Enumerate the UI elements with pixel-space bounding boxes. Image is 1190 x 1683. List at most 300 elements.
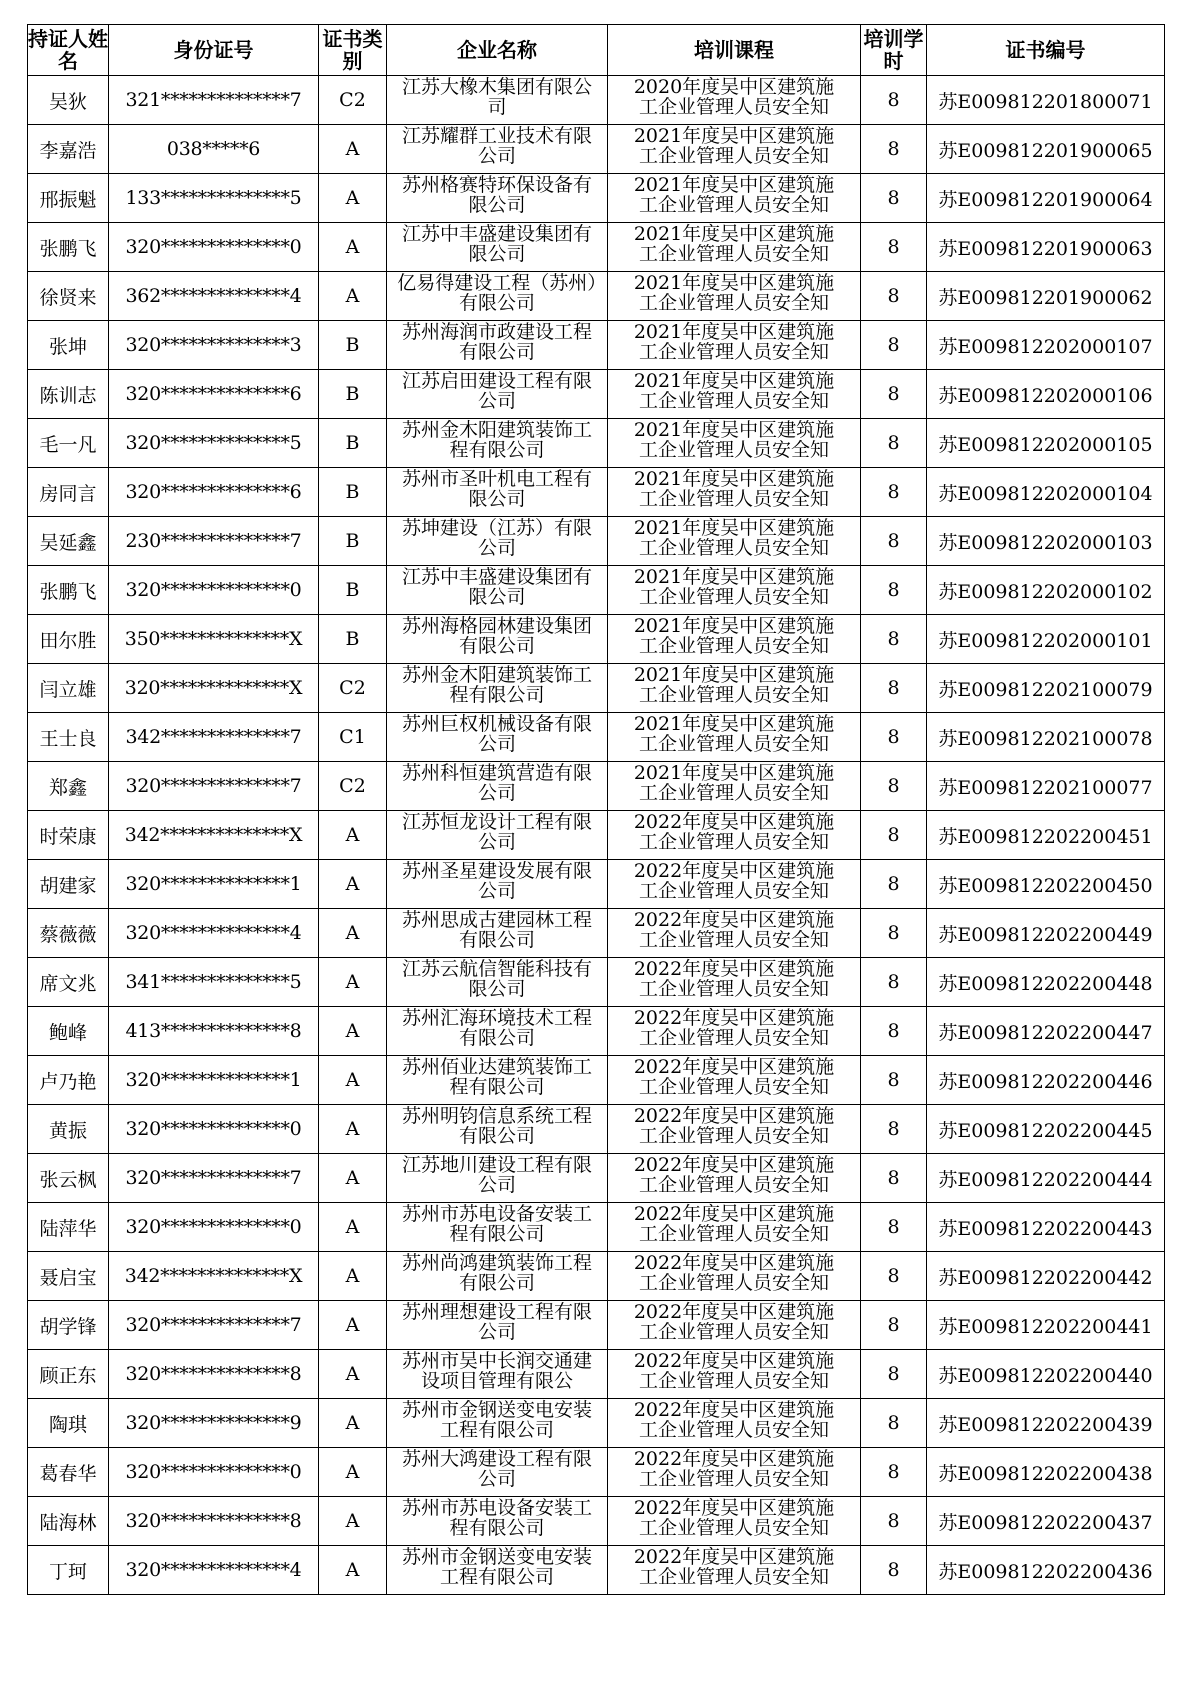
course-text: 2021年度吴中区建筑施工企业管理人员安全知 <box>633 713 835 755</box>
hours-cell <box>861 1252 927 1301</box>
hours-cell <box>861 223 927 272</box>
cert-no-cell <box>927 860 1165 909</box>
holder-name-cell <box>28 1203 109 1252</box>
company-text: 苏州市吴中长润交通建设项目管理有限公 <box>401 1350 592 1392</box>
company-cell <box>387 664 608 713</box>
course-cell <box>608 272 861 321</box>
cert-type-text: A <box>345 1167 360 1189</box>
cert-type-text: B <box>345 432 360 454</box>
id-number-cell <box>109 1301 319 1350</box>
table-row <box>28 566 1165 615</box>
header-cert-type <box>319 25 387 76</box>
holder-name-cell <box>28 1350 109 1399</box>
cert-type-text: A <box>345 1510 360 1532</box>
id-number-cell <box>109 713 319 762</box>
cert-type-text: C2 <box>339 677 366 699</box>
holder-name-text: 张鹏飞 <box>39 580 97 603</box>
hours-text: 8 <box>887 1314 900 1336</box>
course-text: 2022年度吴中区建筑施工企业管理人员安全知 <box>633 1546 835 1588</box>
course-cell <box>608 1497 861 1546</box>
cert-no-cell <box>927 321 1165 370</box>
cert-type-text: C1 <box>339 726 366 748</box>
holder-name-cell <box>28 370 109 419</box>
id-number-cell <box>109 1252 319 1301</box>
hours-text: 8 <box>887 1118 900 1140</box>
course-cell <box>608 1399 861 1448</box>
cert-no-cell <box>927 517 1165 566</box>
header-name <box>28 25 109 76</box>
cert-type-cell <box>319 1007 387 1056</box>
cert-type-text: A <box>345 1069 360 1091</box>
cert-type-text: A <box>345 1265 360 1287</box>
cert-type-cell <box>319 174 387 223</box>
cert-no-cell <box>927 1252 1165 1301</box>
id-number-text: 133**************5 <box>125 187 302 209</box>
course-cell <box>608 1252 861 1301</box>
table-row <box>28 1252 1165 1301</box>
table-row <box>28 76 1165 125</box>
cert-no-cell <box>927 615 1165 664</box>
id-number-text: 320**************7 <box>125 1167 302 1189</box>
hours-cell <box>861 811 927 860</box>
hours-text: 8 <box>887 1216 900 1238</box>
company-text: 苏州明钧信息系统工程有限公司 <box>401 1105 592 1147</box>
id-number-text: 230**************7 <box>125 530 302 552</box>
cert-no-text: 苏E009812202200436 <box>938 1560 1153 1583</box>
id-number-cell <box>109 1448 319 1497</box>
company-text: 亿易得建设工程（苏州）有限公司 <box>397 272 597 314</box>
course-text: 2022年度吴中区建筑施工企业管理人员安全知 <box>633 1301 835 1343</box>
holder-name-text: 顾正东 <box>39 1364 97 1387</box>
id-number-text: 320**************0 <box>125 1216 302 1238</box>
header-cert-no <box>927 25 1165 76</box>
id-number-cell <box>109 664 319 713</box>
cert-no-text: 苏E009812202100078 <box>938 727 1153 750</box>
id-number-cell <box>109 321 319 370</box>
id-number-text: 320**************8 <box>125 1363 302 1385</box>
company-cell <box>387 1105 608 1154</box>
cert-type-text: A <box>345 1559 360 1581</box>
header-id-number-text: 身份证号 <box>173 38 254 62</box>
id-number-cell <box>109 811 319 860</box>
hours-text: 8 <box>887 1265 900 1287</box>
cert-no-cell <box>927 811 1165 860</box>
cert-type-text: A <box>345 873 360 895</box>
holder-name-text: 黄振 <box>48 1119 87 1142</box>
table-row <box>28 664 1165 713</box>
cert-no-text: 苏E009812201900063 <box>938 237 1153 260</box>
hours-text: 8 <box>887 1559 900 1581</box>
company-text: 苏州大鸿建设工程有限公司 <box>401 1448 592 1490</box>
holder-name-cell <box>28 566 109 615</box>
company-cell <box>387 762 608 811</box>
id-number-text: 350**************X <box>124 628 303 650</box>
cert-no-text: 苏E009812201900064 <box>938 188 1153 211</box>
course-text: 2022年度吴中区建筑施工企业管理人员安全知 <box>633 1350 835 1392</box>
cert-type-cell <box>319 76 387 125</box>
cert-type-text: A <box>345 1461 360 1483</box>
company-text: 苏州汇海环境技术工程有限公司 <box>401 1007 592 1049</box>
holder-name-cell <box>28 468 109 517</box>
course-text: 2021年度吴中区建筑施工企业管理人员安全知 <box>633 223 835 265</box>
cert-type-cell <box>319 1546 387 1595</box>
cert-type-cell <box>319 615 387 664</box>
cert-no-text: 苏E009812202000102 <box>938 580 1153 603</box>
table-row <box>28 1203 1165 1252</box>
holder-name-text: 葛春华 <box>39 1462 97 1485</box>
cert-type-text: A <box>345 1216 360 1238</box>
course-text: 2022年度吴中区建筑施工企业管理人员安全知 <box>633 1056 835 1098</box>
holder-name-cell <box>28 909 109 958</box>
id-number-cell <box>109 468 319 517</box>
hours-cell <box>861 860 927 909</box>
course-cell <box>608 566 861 615</box>
id-number-cell <box>109 1154 319 1203</box>
hours-cell <box>861 1399 927 1448</box>
course-cell <box>608 76 861 125</box>
hours-cell <box>861 321 927 370</box>
hours-text: 8 <box>887 1510 900 1532</box>
course-cell <box>608 615 861 664</box>
table-row <box>28 125 1165 174</box>
holder-name-cell <box>28 1448 109 1497</box>
cert-no-cell <box>927 272 1165 321</box>
cert-type-cell <box>319 811 387 860</box>
holder-name-cell <box>28 1056 109 1105</box>
cert-no-text: 苏E009812202000104 <box>938 482 1153 505</box>
course-cell <box>608 125 861 174</box>
holder-name-cell <box>28 1154 109 1203</box>
id-number-text: 320**************8 <box>125 1510 302 1532</box>
company-cell <box>387 1252 608 1301</box>
table-row <box>28 370 1165 419</box>
hours-text: 8 <box>887 1020 900 1042</box>
company-text: 苏州科恒建筑营造有限公司 <box>401 762 592 804</box>
course-cell <box>608 1350 861 1399</box>
holder-name-text: 蔡薇薇 <box>39 923 97 946</box>
hours-text: 8 <box>887 1167 900 1189</box>
cert-type-text: A <box>345 1118 360 1140</box>
id-number-text: 320**************6 <box>125 383 302 405</box>
id-number-text: 320**************6 <box>125 481 302 503</box>
holder-name-cell <box>28 860 109 909</box>
cert-no-text: 苏E009812202200444 <box>938 1168 1153 1191</box>
cert-type-text: B <box>345 628 360 650</box>
company-cell <box>387 1497 608 1546</box>
id-number-cell <box>109 1497 319 1546</box>
table-row <box>28 958 1165 1007</box>
course-cell <box>608 1154 861 1203</box>
table-row <box>28 713 1165 762</box>
course-cell <box>608 811 861 860</box>
hours-cell <box>861 1154 927 1203</box>
cert-type-cell <box>319 1154 387 1203</box>
cert-type-cell <box>319 370 387 419</box>
cert-type-cell <box>319 1497 387 1546</box>
course-text: 2021年度吴中区建筑施工企业管理人员安全知 <box>633 468 835 510</box>
header-hours-text: 培训学时 <box>863 27 924 73</box>
holder-name-cell <box>28 615 109 664</box>
hours-cell <box>861 1497 927 1546</box>
table-row <box>28 1497 1165 1546</box>
hours-cell <box>861 76 927 125</box>
course-text: 2021年度吴中区建筑施工企业管理人员安全知 <box>633 370 835 412</box>
id-number-text: 321**************7 <box>125 89 302 111</box>
id-number-text: 320**************5 <box>125 432 302 454</box>
course-text: 2022年度吴中区建筑施工企业管理人员安全知 <box>633 1399 835 1441</box>
company-text: 苏州金木阳建筑装饰工程有限公司 <box>401 419 592 461</box>
cert-no-cell <box>927 1399 1165 1448</box>
cert-no-cell <box>927 468 1165 517</box>
table-row <box>28 517 1165 566</box>
company-text: 苏州金木阳建筑装饰工程有限公司 <box>401 664 592 706</box>
cert-type-text: A <box>345 1363 360 1385</box>
holder-name-text: 郑鑫 <box>48 776 87 799</box>
id-number-text: 320**************7 <box>125 775 302 797</box>
holder-name-text: 吴狄 <box>48 90 87 113</box>
hours-cell <box>861 1350 927 1399</box>
cert-no-cell <box>927 1497 1165 1546</box>
company-text: 苏州思成古建园林工程有限公司 <box>401 909 592 951</box>
cert-type-cell <box>319 1399 387 1448</box>
course-text: 2021年度吴中区建筑施工企业管理人员安全知 <box>633 174 835 216</box>
hours-cell <box>861 174 927 223</box>
holder-name-cell <box>28 419 109 468</box>
cert-no-text: 苏E009812202000101 <box>938 629 1153 652</box>
hours-cell <box>861 1546 927 1595</box>
course-text: 2022年度吴中区建筑施工企业管理人员安全知 <box>633 1252 835 1294</box>
holder-name-text: 丁珂 <box>48 1560 87 1583</box>
course-cell <box>608 1301 861 1350</box>
company-cell <box>387 223 608 272</box>
table-row <box>28 1448 1165 1497</box>
cert-no-text: 苏E009812202000107 <box>938 335 1153 358</box>
cert-type-cell <box>319 958 387 1007</box>
id-number-text: 320**************1 <box>125 1069 302 1091</box>
holder-name-text: 张坤 <box>48 335 87 358</box>
cert-no-text: 苏E009812202000105 <box>938 433 1153 456</box>
hours-text: 8 <box>887 334 900 356</box>
cert-no-cell <box>927 223 1165 272</box>
id-number-cell <box>109 1007 319 1056</box>
company-text: 苏州市苏电设备安装工程有限公司 <box>401 1497 592 1539</box>
table-row <box>28 174 1165 223</box>
cert-no-cell <box>927 1105 1165 1154</box>
company-text: 江苏启田建设工程有限公司 <box>401 370 592 412</box>
company-text: 江苏中丰盛建设集团有限公司 <box>401 223 592 265</box>
course-text: 2022年度吴中区建筑施工企业管理人员安全知 <box>633 1007 835 1049</box>
hours-text: 8 <box>887 579 900 601</box>
id-number-cell <box>109 762 319 811</box>
cert-type-cell <box>319 664 387 713</box>
cert-no-text: 苏E009812202200443 <box>938 1217 1153 1240</box>
id-number-text: 320**************0 <box>125 1461 302 1483</box>
id-number-cell <box>109 860 319 909</box>
id-number-cell <box>109 1399 319 1448</box>
holder-name-cell <box>28 125 109 174</box>
course-cell <box>608 321 861 370</box>
course-cell <box>608 713 861 762</box>
company-cell <box>387 615 608 664</box>
holder-name-text: 陆海林 <box>39 1511 97 1534</box>
cert-type-cell <box>319 517 387 566</box>
course-text: 2021年度吴中区建筑施工企业管理人员安全知 <box>633 419 835 461</box>
cert-no-text: 苏E009812202200451 <box>938 825 1153 848</box>
hours-cell <box>861 517 927 566</box>
header-course-text: 培训课程 <box>694 38 774 62</box>
cert-type-cell <box>319 860 387 909</box>
cert-type-cell <box>319 909 387 958</box>
id-number-cell <box>109 1546 319 1595</box>
id-number-cell <box>109 566 319 615</box>
hours-cell <box>861 419 927 468</box>
holder-name-text: 时荣康 <box>39 825 97 848</box>
cert-no-text: 苏E009812202200450 <box>938 874 1153 897</box>
course-cell <box>608 223 861 272</box>
course-cell <box>608 958 861 1007</box>
id-number-text: 320**************1 <box>125 873 302 895</box>
cert-no-text: 苏E009812202000106 <box>938 384 1153 407</box>
cert-no-cell <box>927 1203 1165 1252</box>
cert-type-cell <box>319 419 387 468</box>
table-header <box>28 25 1165 76</box>
table-row <box>28 419 1165 468</box>
holder-name-cell <box>28 958 109 1007</box>
holder-name-text: 王士良 <box>39 727 97 750</box>
hours-text: 8 <box>887 726 900 748</box>
company-cell <box>387 1399 608 1448</box>
company-cell <box>387 1007 608 1056</box>
hours-cell <box>861 468 927 517</box>
cert-type-text: A <box>345 285 360 307</box>
hours-cell <box>861 566 927 615</box>
course-text: 2021年度吴中区建筑施工企业管理人员安全知 <box>633 321 835 363</box>
hours-text: 8 <box>887 1363 900 1385</box>
course-text: 2022年度吴中区建筑施工企业管理人员安全知 <box>633 1154 835 1196</box>
cert-type-cell <box>319 1203 387 1252</box>
cert-type-text: B <box>345 481 360 503</box>
certificate-table <box>27 24 1165 1595</box>
course-cell <box>608 517 861 566</box>
course-text: 2022年度吴中区建筑施工企业管理人员安全知 <box>633 1105 835 1147</box>
holder-name-text: 胡建家 <box>39 874 97 897</box>
holder-name-text: 胡学锋 <box>39 1315 97 1338</box>
table-row <box>28 909 1165 958</box>
table-row <box>28 615 1165 664</box>
cert-type-text: A <box>345 236 360 258</box>
table-row <box>28 762 1165 811</box>
hours-text: 8 <box>887 824 900 846</box>
hours-cell <box>861 713 927 762</box>
company-text: 苏州格赛特环保设备有限公司 <box>401 174 592 216</box>
id-number-text: 320**************7 <box>125 1314 302 1336</box>
company-text: 苏州市圣叶机电工程有限公司 <box>401 468 592 510</box>
id-number-text: 362**************4 <box>125 285 302 307</box>
hours-text: 8 <box>887 677 900 699</box>
id-number-cell <box>109 1105 319 1154</box>
cert-no-cell <box>927 125 1165 174</box>
id-number-text: 342**************X <box>124 824 303 846</box>
cert-no-cell <box>927 1448 1165 1497</box>
hours-text: 8 <box>887 873 900 895</box>
cert-no-text: 苏E009812201900062 <box>938 286 1153 309</box>
company-cell <box>387 1301 608 1350</box>
cert-type-cell <box>319 1448 387 1497</box>
company-cell <box>387 174 608 223</box>
cert-no-text: 苏E009812201900065 <box>938 139 1153 162</box>
course-cell <box>608 762 861 811</box>
cert-no-text: 苏E009812202000103 <box>938 531 1153 554</box>
cert-type-cell <box>319 1252 387 1301</box>
cert-type-text: A <box>345 138 360 160</box>
hours-cell <box>861 125 927 174</box>
course-cell <box>608 909 861 958</box>
company-text: 苏州佰业达建筑装饰工程有限公司 <box>401 1056 592 1098</box>
course-text: 2022年度吴中区建筑施工企业管理人员安全知 <box>633 909 835 951</box>
company-text: 苏州尚鸿建筑装饰工程有限公司 <box>401 1252 592 1294</box>
id-number-text: 320**************4 <box>125 1559 302 1581</box>
hours-cell <box>861 615 927 664</box>
company-cell <box>387 958 608 1007</box>
course-text: 2021年度吴中区建筑施工企业管理人员安全知 <box>633 517 835 559</box>
course-text: 2022年度吴中区建筑施工企业管理人员安全知 <box>633 1203 835 1245</box>
cert-no-cell <box>927 958 1165 1007</box>
cert-no-cell <box>927 1301 1165 1350</box>
cert-type-text: B <box>345 579 360 601</box>
holder-name-cell <box>28 76 109 125</box>
cert-no-cell <box>927 1056 1165 1105</box>
table-row <box>28 1056 1165 1105</box>
company-text: 苏州海润市政建设工程有限公司 <box>401 321 592 363</box>
cert-no-text: 苏E009812202200449 <box>938 923 1153 946</box>
course-cell <box>608 860 861 909</box>
cert-no-text: 苏E009812202200441 <box>938 1315 1153 1338</box>
company-cell <box>387 272 608 321</box>
cert-type-cell <box>319 468 387 517</box>
id-number-cell <box>109 1056 319 1105</box>
cert-no-text: 苏E009812201800071 <box>938 90 1153 113</box>
company-cell <box>387 860 608 909</box>
cert-no-cell <box>927 174 1165 223</box>
id-number-cell <box>109 272 319 321</box>
course-cell <box>608 370 861 419</box>
hours-text: 8 <box>887 1461 900 1483</box>
hours-cell <box>861 664 927 713</box>
holder-name-cell <box>28 1252 109 1301</box>
holder-name-cell <box>28 272 109 321</box>
holder-name-cell <box>28 762 109 811</box>
id-number-cell <box>109 909 319 958</box>
company-text: 江苏地川建设工程有限公司 <box>401 1154 592 1196</box>
company-text: 苏州巨权机械设备有限公司 <box>401 713 592 755</box>
cert-type-text: B <box>345 334 360 356</box>
table-row <box>28 811 1165 860</box>
course-text: 2021年度吴中区建筑施工企业管理人员安全知 <box>633 615 835 657</box>
company-text: 江苏大橡木集团有限公司 <box>401 76 592 118</box>
cert-no-text: 苏E009812202200446 <box>938 1070 1153 1093</box>
company-text: 苏州理想建设工程有限公司 <box>401 1301 592 1343</box>
hours-text: 8 <box>887 1069 900 1091</box>
company-cell <box>387 419 608 468</box>
cert-no-cell <box>927 1350 1165 1399</box>
cert-no-text: 苏E009812202200440 <box>938 1364 1153 1387</box>
course-cell <box>608 1007 861 1056</box>
cert-type-text: B <box>345 383 360 405</box>
cert-no-cell <box>927 76 1165 125</box>
holder-name-cell <box>28 1497 109 1546</box>
table-row <box>28 1007 1165 1056</box>
table-row <box>28 1546 1165 1595</box>
